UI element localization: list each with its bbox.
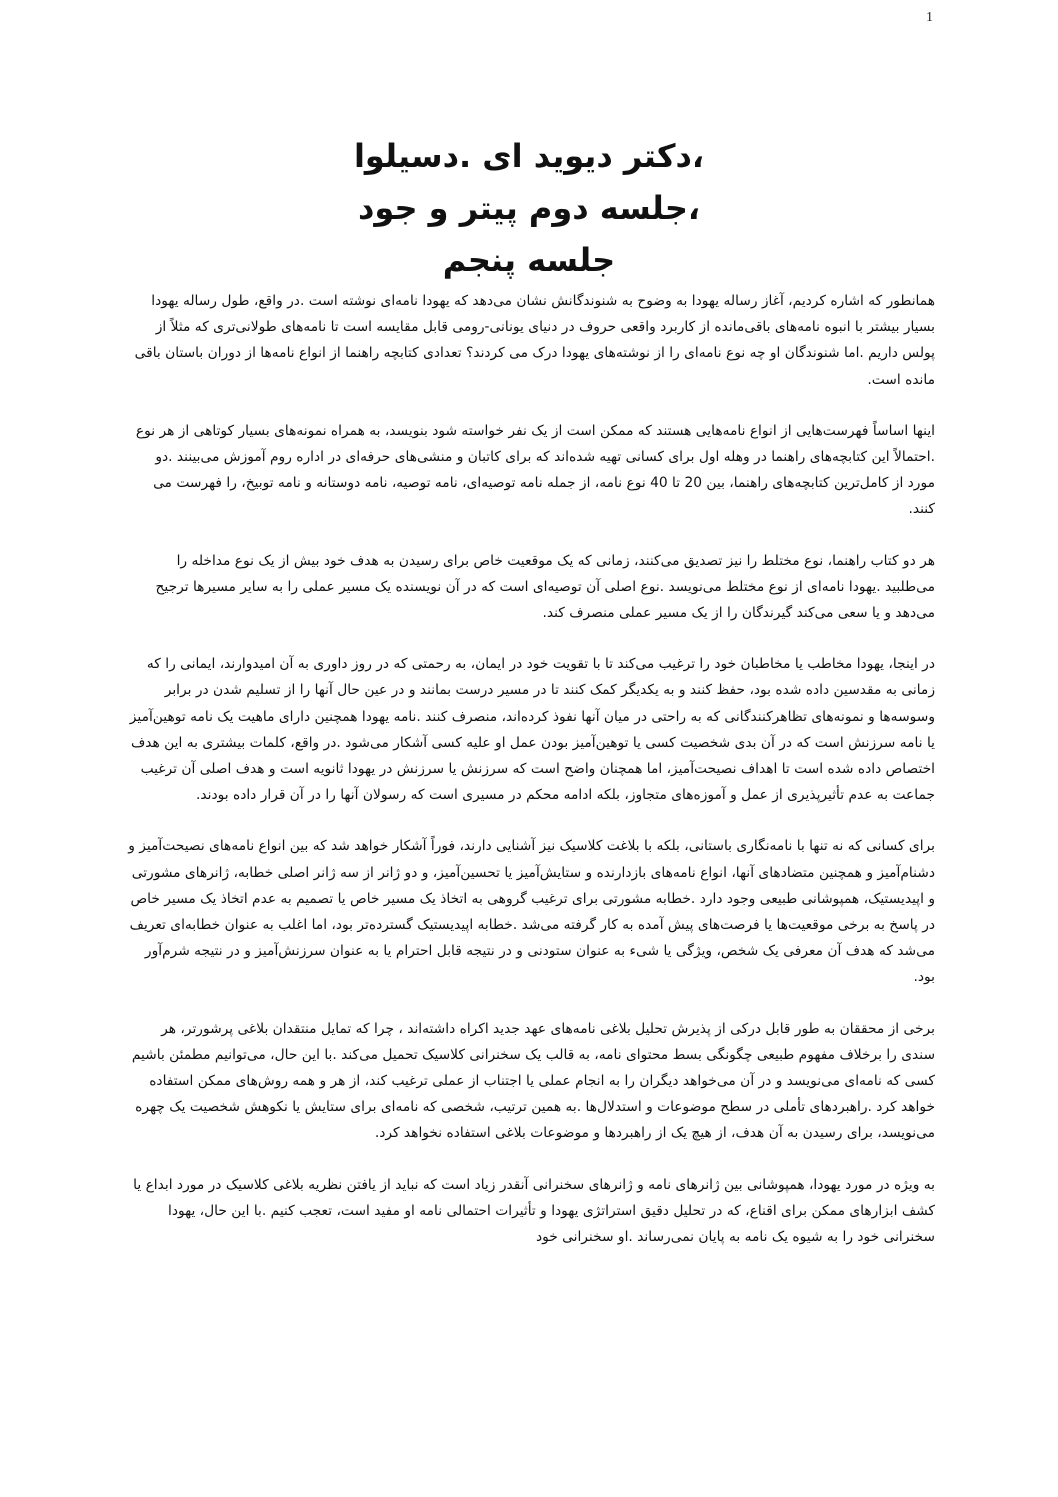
page-number: 1 — [926, 10, 933, 25]
paragraph-4: در اینجا، یهودا مخاطب یا مخاطبان خود را ترغیب می‌کند تا با تقویت خود در ایمان، به رحمتی که در روز داوری به آن امیدوارند، ایمانی را که زمانی به مقدسین داده شده بود، حفظ کنند و به یکدیگر کمک کنند تا در مسیر درست بمانند و در عین حال آنها را از تسلیم شدن در برابر وسوسه‌ها و نمونه‌های تظاهرکنندگانی که به راحتی در میان آنها نفوذ کرده‌اند، منصرف کنند .نامه یهودا همچنین دارای ماهیت یک نامه توهین‌آمیز یا نامه سرزنش است که در آن بدی شخصیت کسی یا توهین‌آمیز بودن عمل او علیه کسی آشکار می‌شود .در واقع، کلمات بیشتری به این هدف اختصاص داده شده است تا اهداف نصیحت‌آمیز، اما همچنان واضح است که سرزنش یا سرزنش در یهودا ثانویه است و هدف اصلی آن ترغیب جماعت به عدم تأثیرپذیری از عمل و آموزه‌های متجاوز، بلکه ادامه محکم در مسیری است که رسولان آنها را در آن قرار داده بودند. — [129, 656, 935, 804]
paragraph-7: به ویژه در مورد یهودا، همپوشانی بین ژانرهای نامه و ژانرهای سخنرانی آنقدر زیاد است که نباید از یافتن نظریه بلاغی کلاسیک در مورد ابداع یا کشف ابزارهای ممکن برای اقناع، که در تحلیل دقیق استراتژی یهودا و تأثیرات احتمالی نامه او مفید است، تعجب کنیم .با این حال، یهودا سخنرانی خود را به شیوه یک نامه به پایان نمی‌رساند .او سخنرانی خود — [133, 1176, 935, 1246]
title-line-1: ،دکتر دیوید ای .دسیلوا — [353, 137, 705, 175]
document-title — [0, 130, 1058, 286]
paragraph-5: برای کسانی که نه تنها با نامه‌نگاری باستانی، بلکه با بلاغت کلاسیک نیز آشنایی دارند، فوراً آشکار خواهد شد که بین انواع نامه‌های نصیحت‌آمیز و دشنام‌آمیز و همچنین متضادهای آنها، انواع نامه‌های بازدارنده و ستایش‌آمیز یا تحسین‌آمیز، و دو ژانر از سه ژانر اصلی خطابه، ژانرهای مشورتی و اپیدیستیک، همپوشانی طبیعی وجود دارد .خطابه مشورتی برای ترغیب گروهی به اتخاذ یک مسیر خاص یا تصمیم به عدم اتخاذ یک مسیر خاص در پاسخ به برخی موقعیت‌ها یا فرصت‌های پیش آمده به کار گرفته می‌شد .خطابه اپیدیستیک گسترده‌تر بود، اما اغلب به عنوان خطابه‌ای تعریف می‌شد که هدف آن معرفی یک شخص، ویژگی یا شیء به عنوان ستودنی و در نتیجه قابل احترام یا به عنوان سرزنش‌آمیز و در نتیجه شرم‌آور بود. — [128, 838, 935, 986]
paragraph-6: برخی از محققان به طور قابل درکی از پذیرش تحلیل بلاغی نامه‌های عهد جدید اکراه داشته‌اند ، چرا که تمایل منتقدان بلاغی پرشورتر، هر سندی را برخلاف مفهوم طبیعی چگونگی بسط محتوای نامه، به قالب یک سخنرانی کلاسیک تحمیل می‌کند .با این حال، می‌توانیم مطمئن باشیم کسی که نامه‌ای می‌نویسد و در آن می‌خواهد دیگران را به انجام عملی یا اجتناب از عملی ترغیب کند، از هر و همه روش‌های ممکن استفاده خواهد کرد .راهبردهای تأملی در سطح موضوعات و استدلال‌ها .به همین ترتیب، شخصی که نامه‌ای برای ستایش یا نکوهش شخصیت یک چهره می‌نویسد، برای رسیدن به آن هدف، از هیچ یک از راهبردها و موضوعات بلاغی استفاده نخواهد کرد. — [131, 1020, 935, 1142]
title-line-3: جلسه پنجم — [442, 241, 616, 279]
document-body — [125, 288, 935, 1275]
title-line-2: ،جلسه دوم پیتر و جود — [357, 189, 701, 227]
paragraph-2: اینها اساساً فهرست‌هایی از انواع نامه‌هایی هستند که ممکن است از یک نفر خواسته شود بنویسد، به همراه نمونه‌های بسیار کوتاهی از هر نوع .احتمالاً این کتابچه‌های راهنما در وهله اول برای کسانی تهیه شده‌اند که برای کاتبان و منشی‌های حرفه‌ای در اداره روم آموزش می‌بینند .دو مورد از کامل‌ترین کتابچه‌های راهنما، بین 20 تا 40 نوع نامه، از جمله نامه توصیه‌ای، نامه توصیه، نامه دوستانه و نامه توبیخ، را فهرست می کنند. — [135, 422, 935, 518]
paragraph-1: همانطور که اشاره کردیم، آغاز رساله یهودا به وضوح به شنوندگانش نشان می‌دهد که یهودا نامه‌ای نوشته است .در واقع، طول رساله یهودا بسیار بیشتر با انبوه نامه‌های باقی‌مانده از کاربرد واقعی حروف در دنیای یونانی-رومی قابل مقایسه است تا نامه‌های طولانی‌تری که مثلاً از پولس داریم .اما شنوندگان او چه نوع نامه‌ای را از نوشته‌های یهودا درک می کردند؟ تعدادی کتابچه راهنما از انواع نامه‌ها از دوران باستان باقی مانده است. — [134, 293, 935, 388]
paragraph-3: هر دو کتاب راهنما، نوع مختلط را نیز تصدیق می‌کنند، زمانی که یک موقعیت خاص برای رسیدن به هدف خود بیش از یک نوع مداخله را می‌طلبید .یهودا نامه‌ای از نوع مختلط می‌نویسد .نوع اصلی آن توصیه‌ای است که در آن نویسنده یک مسیر عملی را به سایر مسیرها ترجیح می‌دهد و یا سعی می‌کند گیرندگان را از یک مسیر عملی منصرف کند. — [155, 552, 935, 622]
